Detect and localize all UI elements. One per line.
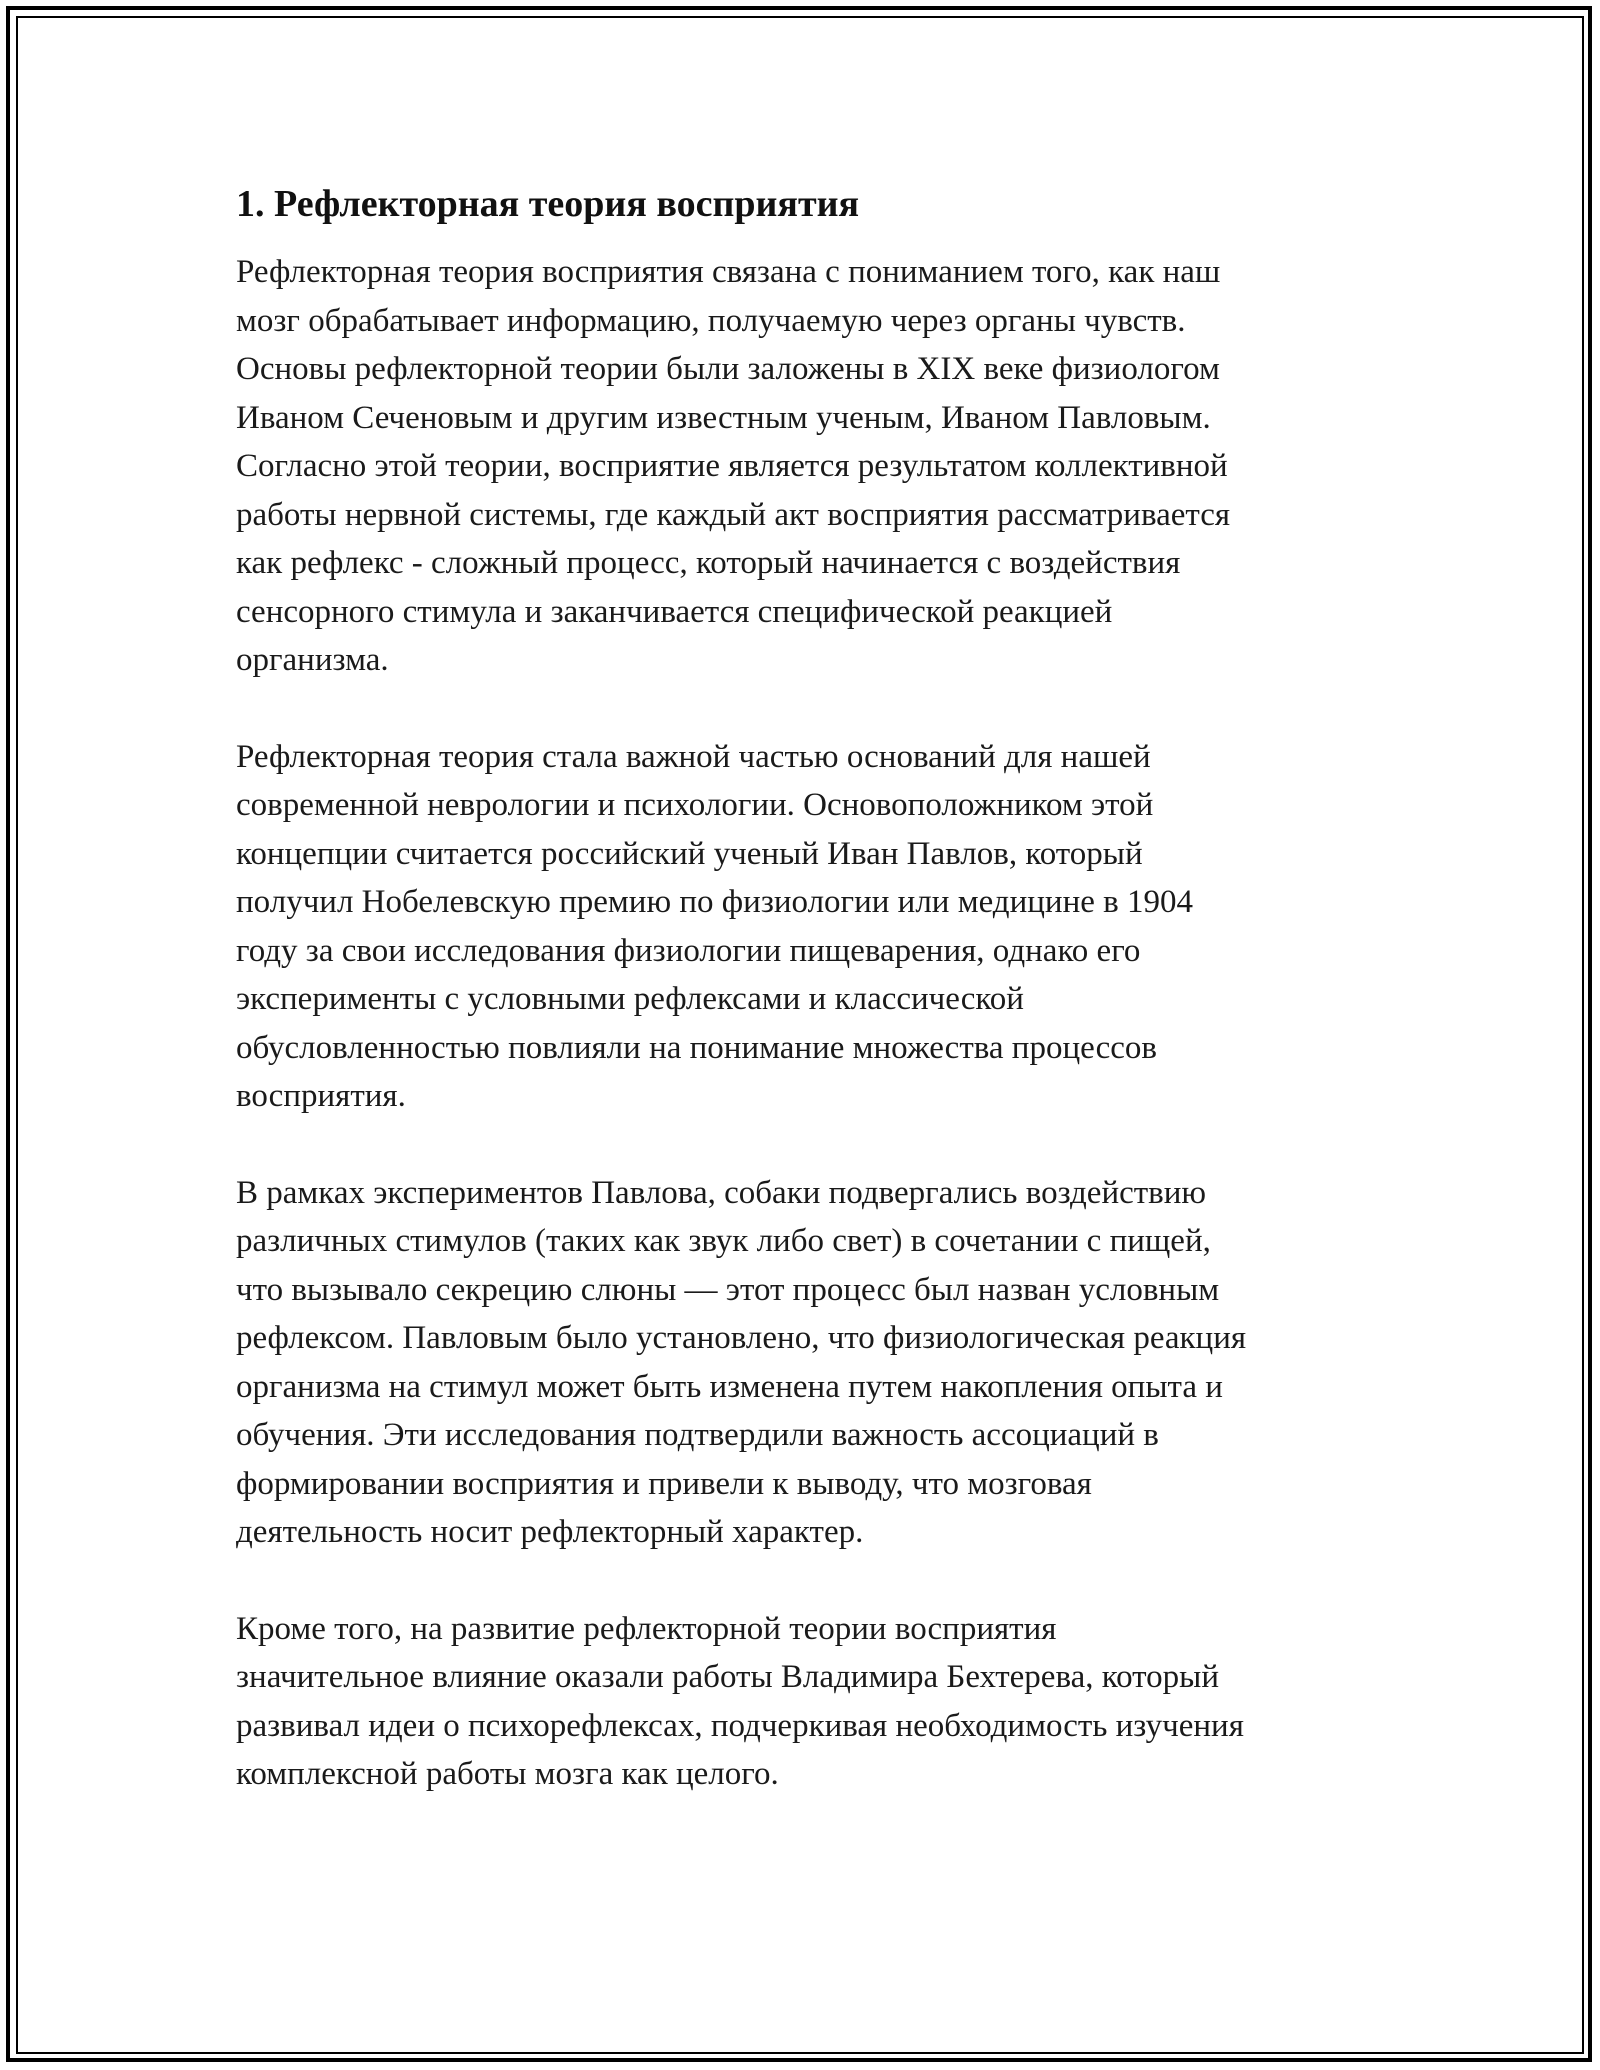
paragraph-4 xyxy=(236,1605,1366,1799)
paragraph-line: организма на стимул может быть изменена путем накопления опыта и xyxy=(236,1368,1223,1405)
paragraph-line: сенсорного стимула и заканчивается специфической реакцией xyxy=(236,593,1113,630)
paragraph-line: Основы рефлекторной теории были заложены в XIX веке физиологом xyxy=(236,351,1220,387)
paragraph-line: различных стимулов (таких как звук либо свет) в сочетании с пищей, xyxy=(236,1223,1211,1259)
paragraph-line: как рефлекс - сложный процесс, который начинается с воздействия xyxy=(236,545,1181,581)
paragraph-line: концепции считается российский ученый Иван Павлов, который xyxy=(236,835,1143,872)
paragraph-line: деятельность носит рефлекторный характер. xyxy=(236,1514,864,1550)
paragraph-line: современной неврологии и психологии. Основоположником этой xyxy=(236,787,1154,823)
paragraph-line: Рефлекторная теория стала важной частью оснований для нашей xyxy=(236,738,1151,775)
document-page xyxy=(236,180,1366,1847)
paragraph-line: формировании восприятия и привели к выводу, что мозговая xyxy=(236,1465,1092,1502)
paragraph-line: году за свои исследования физиологии пищеварения, однако его xyxy=(236,932,1141,969)
paragraph-1 xyxy=(236,248,1366,685)
paragraph-line: Рефлекторная теория восприятия связана с пониманием того, как наш xyxy=(236,254,1221,290)
paragraph-line: комплексной работы мозга как целого. xyxy=(236,1756,779,1792)
paragraph-line: развивал идеи о психорефлексах, подчеркивая необходимость изучения xyxy=(236,1707,1244,1744)
paragraph-line: Кроме того, на развитие рефлекторной теории восприятия xyxy=(236,1610,1057,1647)
paragraph-line: восприятия. xyxy=(236,1078,406,1114)
paragraph-line: что вызывало секрецию слюны — этот процесс был назван условным xyxy=(236,1271,1220,1308)
paragraph-line: Согласно этой теории, восприятие является результатом коллективной xyxy=(236,448,1228,484)
paragraph-line: организма. xyxy=(236,642,389,678)
paragraph-3 xyxy=(236,1169,1366,1557)
paragraph-2 xyxy=(236,733,1366,1121)
section-heading: 1. Рефлекторная теория восприятия xyxy=(236,183,860,225)
paragraph-line: работы нервной системы, где каждый акт восприятия рассматривается xyxy=(236,496,1231,533)
paragraph-line: рефлексом. Павловым было установлено, что физиологическая реакция xyxy=(236,1320,1247,1356)
paragraph-line: Иваном Сеченовым и другим известным ученым, Иваном Павловым. xyxy=(236,399,1211,436)
paragraph-line: В рамках экспериментов Павлова, собаки подвергались воздействию xyxy=(236,1174,1207,1211)
paragraph-line: получил Нобелевскую премию по физиологии или медицине в 1904 xyxy=(236,884,1193,920)
paragraph-line: обусловленностью повлияли на понимание множества процессов xyxy=(236,1029,1157,1066)
paragraph-line: мозг обрабатывает информацию, получаемую через органы чувств. xyxy=(236,302,1186,339)
paragraph-line: эксперименты с условными рефлексами и классической xyxy=(236,981,1024,1017)
paragraph-line: обучения. Эти исследования подтвердили важность ассоциаций в xyxy=(236,1417,1159,1453)
paragraph-line: значительное влияние оказали работы Владимира Бехтерева, который xyxy=(236,1659,1219,1695)
